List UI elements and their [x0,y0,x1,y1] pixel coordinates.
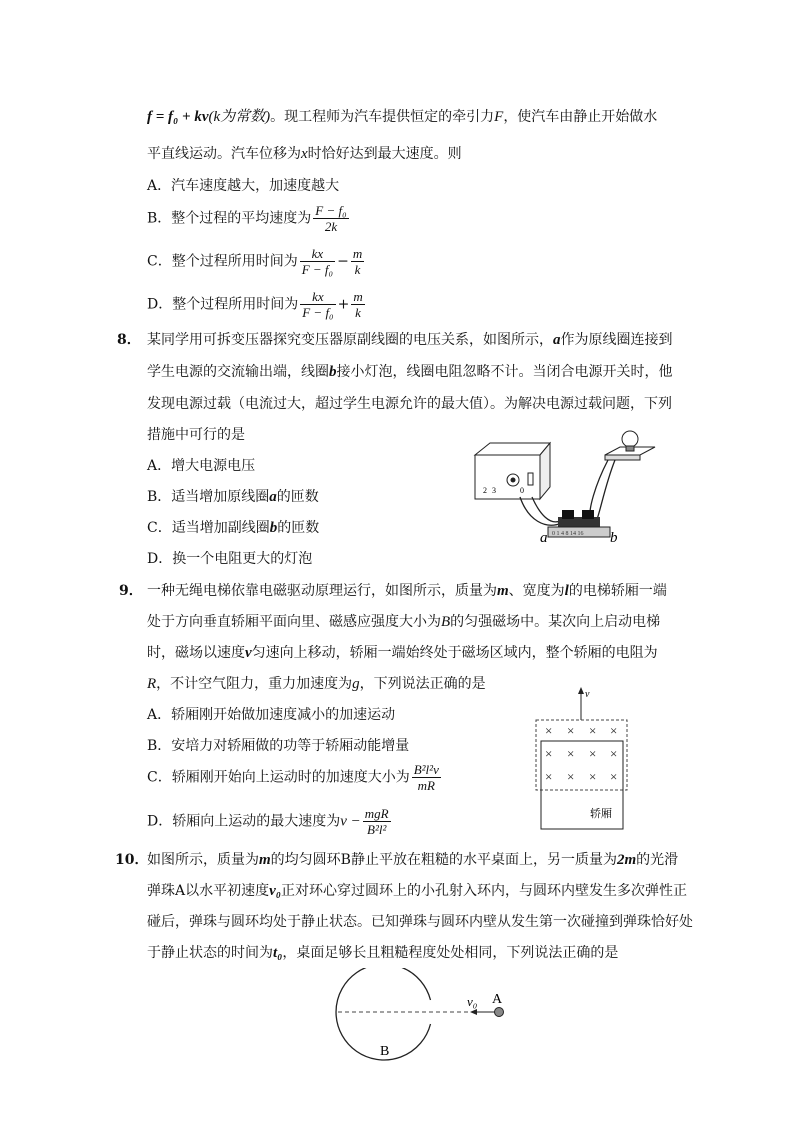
text: ，桌面足够长且粗糙程度处处相同，下列说法正确的是 [282,945,619,961]
denominator: F − f₀ [302,305,334,320]
q9-option-b: B．安培力对轿厢做的功等于轿厢动能增量 [147,738,410,754]
svg-text:0: 0 [520,486,524,495]
text: 的均匀圆环B静止平放在粗糙的水平桌面上，另一质量为 [270,852,617,868]
text: 弹珠A以水平初速度 [147,883,270,899]
marble-A [495,1008,504,1017]
fraction [300,289,335,320]
q9-option-d [147,806,393,837]
text: 的匝数 [277,520,320,536]
var: l [564,583,569,599]
q7-text: 。现工程师为汽车提供恒定的牵引力 [270,109,495,125]
denominator: k [354,262,361,277]
lamp [605,431,655,460]
numerator: kx [300,246,335,262]
arrow-icon [470,1009,477,1015]
numerator: m [353,289,363,304]
elevator-label: 轿厢 [590,808,612,820]
fraction [300,246,335,277]
denominator: k [355,305,361,320]
numerator: F − f₀ [315,203,347,218]
cross-mark: × [589,723,597,738]
fraction [363,806,391,837]
text: C．适当增加副线圈 [147,520,270,536]
text: 作为原线圈连接到 [560,332,673,348]
cross-mark: × [545,746,553,761]
cross-mark: × [589,769,597,784]
q10-line2 [147,881,687,901]
q7-text: 时恰好达到最大速度。则 [307,146,462,162]
cross-mark: × [567,723,575,738]
var: m [497,583,509,599]
numerator: B²l²v [413,762,439,777]
denominator: mR [417,778,435,793]
q7-option-d [147,289,367,320]
text: 匀速向上移动，轿厢一端始终处于磁场区域内，整个轿厢的电阻为 [251,645,658,661]
elevator-figure [530,685,640,835]
option-text: C．整个过程所用时间为 [147,253,298,270]
q9-option-c [147,762,443,793]
q7-x: x [301,146,308,162]
q9-line4 [147,674,486,694]
text: 处于方向垂直轿厢平面向里、磁感应强度大小为 [147,614,441,630]
q7-line2 [147,144,462,164]
operator: − [337,253,349,270]
svg-text:2: 2 [483,486,487,495]
var: a [553,332,561,348]
q10-line3: 碰后，弹珠与圆环均处于静止状态。已知弹珠与圆环内壁从发生第一次碰撞到弹珠恰好处 [147,914,693,930]
operator: + [337,296,350,313]
text: D．轿厢向上运动的最大速度为 [147,813,341,830]
q8-option-a: A．增大电源电压 [147,458,256,474]
fraction [313,203,348,234]
text: 的光滑 [636,852,679,868]
power-supply [475,443,550,499]
text: 某同学用可拆变压器探究变压器原副线圈的电压关系，如图所示， [147,332,553,348]
text: 的匝数 [276,489,319,505]
text: C．轿厢刚开始向上运动时的加速度大小为 [147,769,410,786]
option-text: D．整个过程所用时间为 [147,296,299,313]
q8-option-b [147,487,319,507]
text: 一种无绳电梯依靠电磁驱动原理运行，如图所示，质量为 [147,583,497,599]
text: 学生电源的交流输出端，线圈 [147,364,329,380]
q10-line4 [147,943,618,963]
coil-a-label: a [540,530,548,546]
q9-line3 [147,643,658,663]
q10-line1 [147,850,678,870]
cross-mark: × [610,769,618,784]
denominator: F − f₀ [301,262,334,277]
var: a [269,489,277,505]
q10-number: 10． [115,852,149,868]
cross-mark: × [610,723,618,738]
fraction [351,289,364,320]
numerator: kx [300,289,335,305]
cross-mark: × [589,746,597,761]
var: b [329,364,337,380]
q9-line2 [147,612,660,632]
q7-paren: (k为常数) [208,109,271,125]
option-text: B．整个过程的平均速度为 [147,210,312,227]
cross-mark: × [567,746,575,761]
q8-line2 [147,362,673,382]
q8-option-c [147,518,319,538]
ring-figure [325,968,525,1063]
text: 于静止状态的时间为 [147,945,273,961]
text: B．适当增加原线圈 [147,489,270,505]
var: v₀ [269,883,282,899]
var: v [245,645,252,661]
coil-b-label: b [610,530,618,546]
svg-text:3: 3 [492,486,496,495]
q7-line1 [147,107,657,127]
var: g [352,676,360,692]
cross-mark: × [545,723,553,738]
B-label: B [380,1044,390,1059]
q7-formula: f = f₀ + kv [147,109,209,125]
cross-mark: × [610,746,618,761]
var: b [269,520,278,536]
q8-line1 [147,330,673,350]
var: t₀ [273,945,283,961]
var: 2m [616,852,637,868]
v0-label: v₀ [467,994,478,1009]
text: 的匀强磁场中。某次向上启动电梯 [450,614,661,630]
text: 正对环心穿过圆环上的小孔射入环内，与圆环内壁发生多次弹性正 [281,883,688,899]
q7-option-a: A．汽车速度越大，加速度越大 [147,178,340,194]
var: v − [340,813,361,830]
text: ，下列说法正确的是 [359,676,486,692]
transformer-figure [470,425,660,550]
text: ，不计空气阻力，重力加速度为 [156,676,353,692]
text: 、宽度为 [508,583,565,599]
q7-option-c [147,246,366,277]
q8-number: 8． [117,332,141,348]
svg-text:0 1 4 8 14 16: 0 1 4 8 14 16 [552,531,584,537]
q9-number: 9． [119,583,143,599]
q7-option-b [147,203,351,234]
q7-text-end: ，使汽车由静止开始做水 [503,109,658,125]
text: 的电梯轿厢一端 [568,583,667,599]
field-crosses [545,723,617,784]
denominator: 2k [324,219,338,234]
q9-option-a: A．轿厢刚开始做加速度减小的加速运动 [147,707,396,723]
A-label: A [492,992,503,1007]
cross-mark: × [567,769,575,784]
q8-line3: 发现电源过载（电流过大，超过学生电源允许的最大值）。为解决电源过载问题，下列 [147,396,672,412]
q7-F: F [494,109,504,125]
numerator: mgR [364,806,389,821]
transformer [548,510,610,537]
fraction [412,762,441,793]
denominator: B²l² [367,822,387,837]
var: m [259,852,271,868]
velocity-label: v [585,689,590,700]
q9-line1 [147,581,667,601]
fraction [351,246,364,277]
var: B [441,614,451,630]
text: 接小灯泡，线圈电阻忽略不计。当闭合电源开关时，他 [336,364,673,380]
cross-mark: × [545,769,553,784]
var: R [147,676,157,692]
text: 时，磁场以速度 [147,645,245,661]
text: 如图所示，质量为 [147,852,259,868]
q8-option-d: D．换一个电阻更大的灯泡 [147,551,313,567]
q8-line4: 措施中可行的是 [147,427,245,443]
q7-text: 平直线运动。汽车位移为 [147,146,301,162]
numerator: m [352,246,363,261]
